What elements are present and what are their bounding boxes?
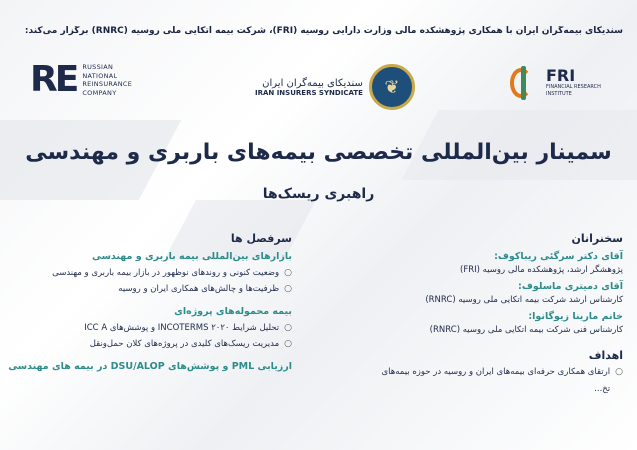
bullet-icon: ○: [284, 284, 292, 294]
fri-name: FRI: [546, 66, 576, 85]
list-item: [333, 366, 623, 379]
bird-emblem-icon: ❦: [369, 64, 415, 110]
speaker-role: پژوهشگر ارشد، پژوهشکده مالی روسیه (FRI): [460, 265, 623, 275]
seminar-title: سمینار بین‌المللی تخصصی بیمه‌های باربری و مهندسی: [25, 140, 612, 165]
list-item: [2, 339, 292, 349]
fri-emblem-icon: [510, 66, 540, 100]
agenda-item-text: ظرفیت‌ها و چالش‌های همکاری ایران و روسیه: [118, 284, 280, 294]
speaker-role: کارشناس ارشد شرکت بیمه اتکایی ملی روسیه (RNRC): [425, 295, 623, 305]
fri-line: INSTITUTE: [546, 91, 572, 97]
rnrc-line: NATIONAL: [82, 71, 118, 80]
agenda-topic: بیمه محموله‌های پروژه‌ای: [174, 306, 292, 317]
rnrc-mark: RE: [30, 59, 77, 100]
speaker-name: آقای دمیتری ماسلوف:: [518, 281, 623, 292]
speaker-name: خانم مارینا زیوگانوا:: [528, 311, 623, 322]
intro-line: سندیکای بیمه‌گران ایران با همکاری پژوهشکده مالی وزارت دارایی روسیه (FRI)، شرکت بیمه اتکایی ملی روسیه (RNRC) برگزار می‌کند:: [24, 26, 623, 36]
fri-wordmark: [546, 68, 601, 98]
fri-line: FINANCIAL RESEARCH: [546, 84, 601, 90]
list-item: [2, 268, 292, 278]
agenda-heading: سرفصل ها: [230, 232, 292, 245]
iis-logo: [255, 64, 415, 110]
speakers-column: [333, 232, 623, 396]
list-item: [2, 284, 292, 294]
agenda-column: [2, 232, 292, 372]
agenda-topic: ارزیابی PML و پوشش‌های DSU/ALOP در بیمه های مهندسی: [8, 361, 292, 372]
rnrc-line: RUSSIAN: [82, 63, 114, 71]
agenda-item-text: تحلیل شرایط INCOTERMS ۲۰۲۰ و پوشش‌های ICC A: [84, 323, 280, 333]
speaker-role: کارشناس فنی شرکت بیمه اتکایی ملی روسیه (RNRC): [429, 325, 623, 335]
goals-section: [333, 349, 623, 396]
rnrc-line: COMPANY: [82, 88, 117, 97]
goal-text: ارتقای همکاری حرفه‌ای بیمه‌های ایران و روسیه در حوزه بیمه‌های: [381, 367, 611, 377]
list-item: [333, 383, 623, 396]
speakers-heading: سخنرانان: [571, 232, 623, 245]
agenda-item-text: وضعیت کنونی و روندهای نوظهور در بازار بیمه باربری و مهندسی: [52, 268, 280, 278]
bullet-icon: ○: [284, 268, 292, 278]
iis-name-en: IRAN INSURERS SYNDICATE: [255, 88, 363, 97]
goals-heading: اهداف: [588, 349, 623, 362]
bullet-icon: ○: [284, 323, 292, 333]
goal-text: تخ...: [594, 384, 611, 394]
speaker-name: آقای دکتر سرگئی ریباکوف:: [494, 251, 623, 262]
agenda-topic: بازارهای بین‌المللی بیمه باربری و مهندسی: [91, 251, 292, 262]
bullet-icon: ○: [284, 339, 292, 349]
bullet-icon: ○: [615, 367, 623, 377]
agenda-item-text: مدیریت ریسک‌های کلیدی در پروژه‌های کلان حمل‌ونقل: [89, 339, 280, 349]
seminar-subtitle: راهبری ریسک‌ها: [262, 186, 375, 202]
fri-logo: [510, 66, 601, 100]
rnrc-wordmark: [82, 63, 132, 97]
list-item: [2, 323, 292, 333]
iis-name-fa: سندیکای بیمه‌گران ایران: [262, 77, 363, 89]
rnrc-line: REINSURANCE: [82, 80, 133, 88]
rnrc-logo: [30, 59, 133, 100]
iis-wordmark: [255, 78, 363, 97]
